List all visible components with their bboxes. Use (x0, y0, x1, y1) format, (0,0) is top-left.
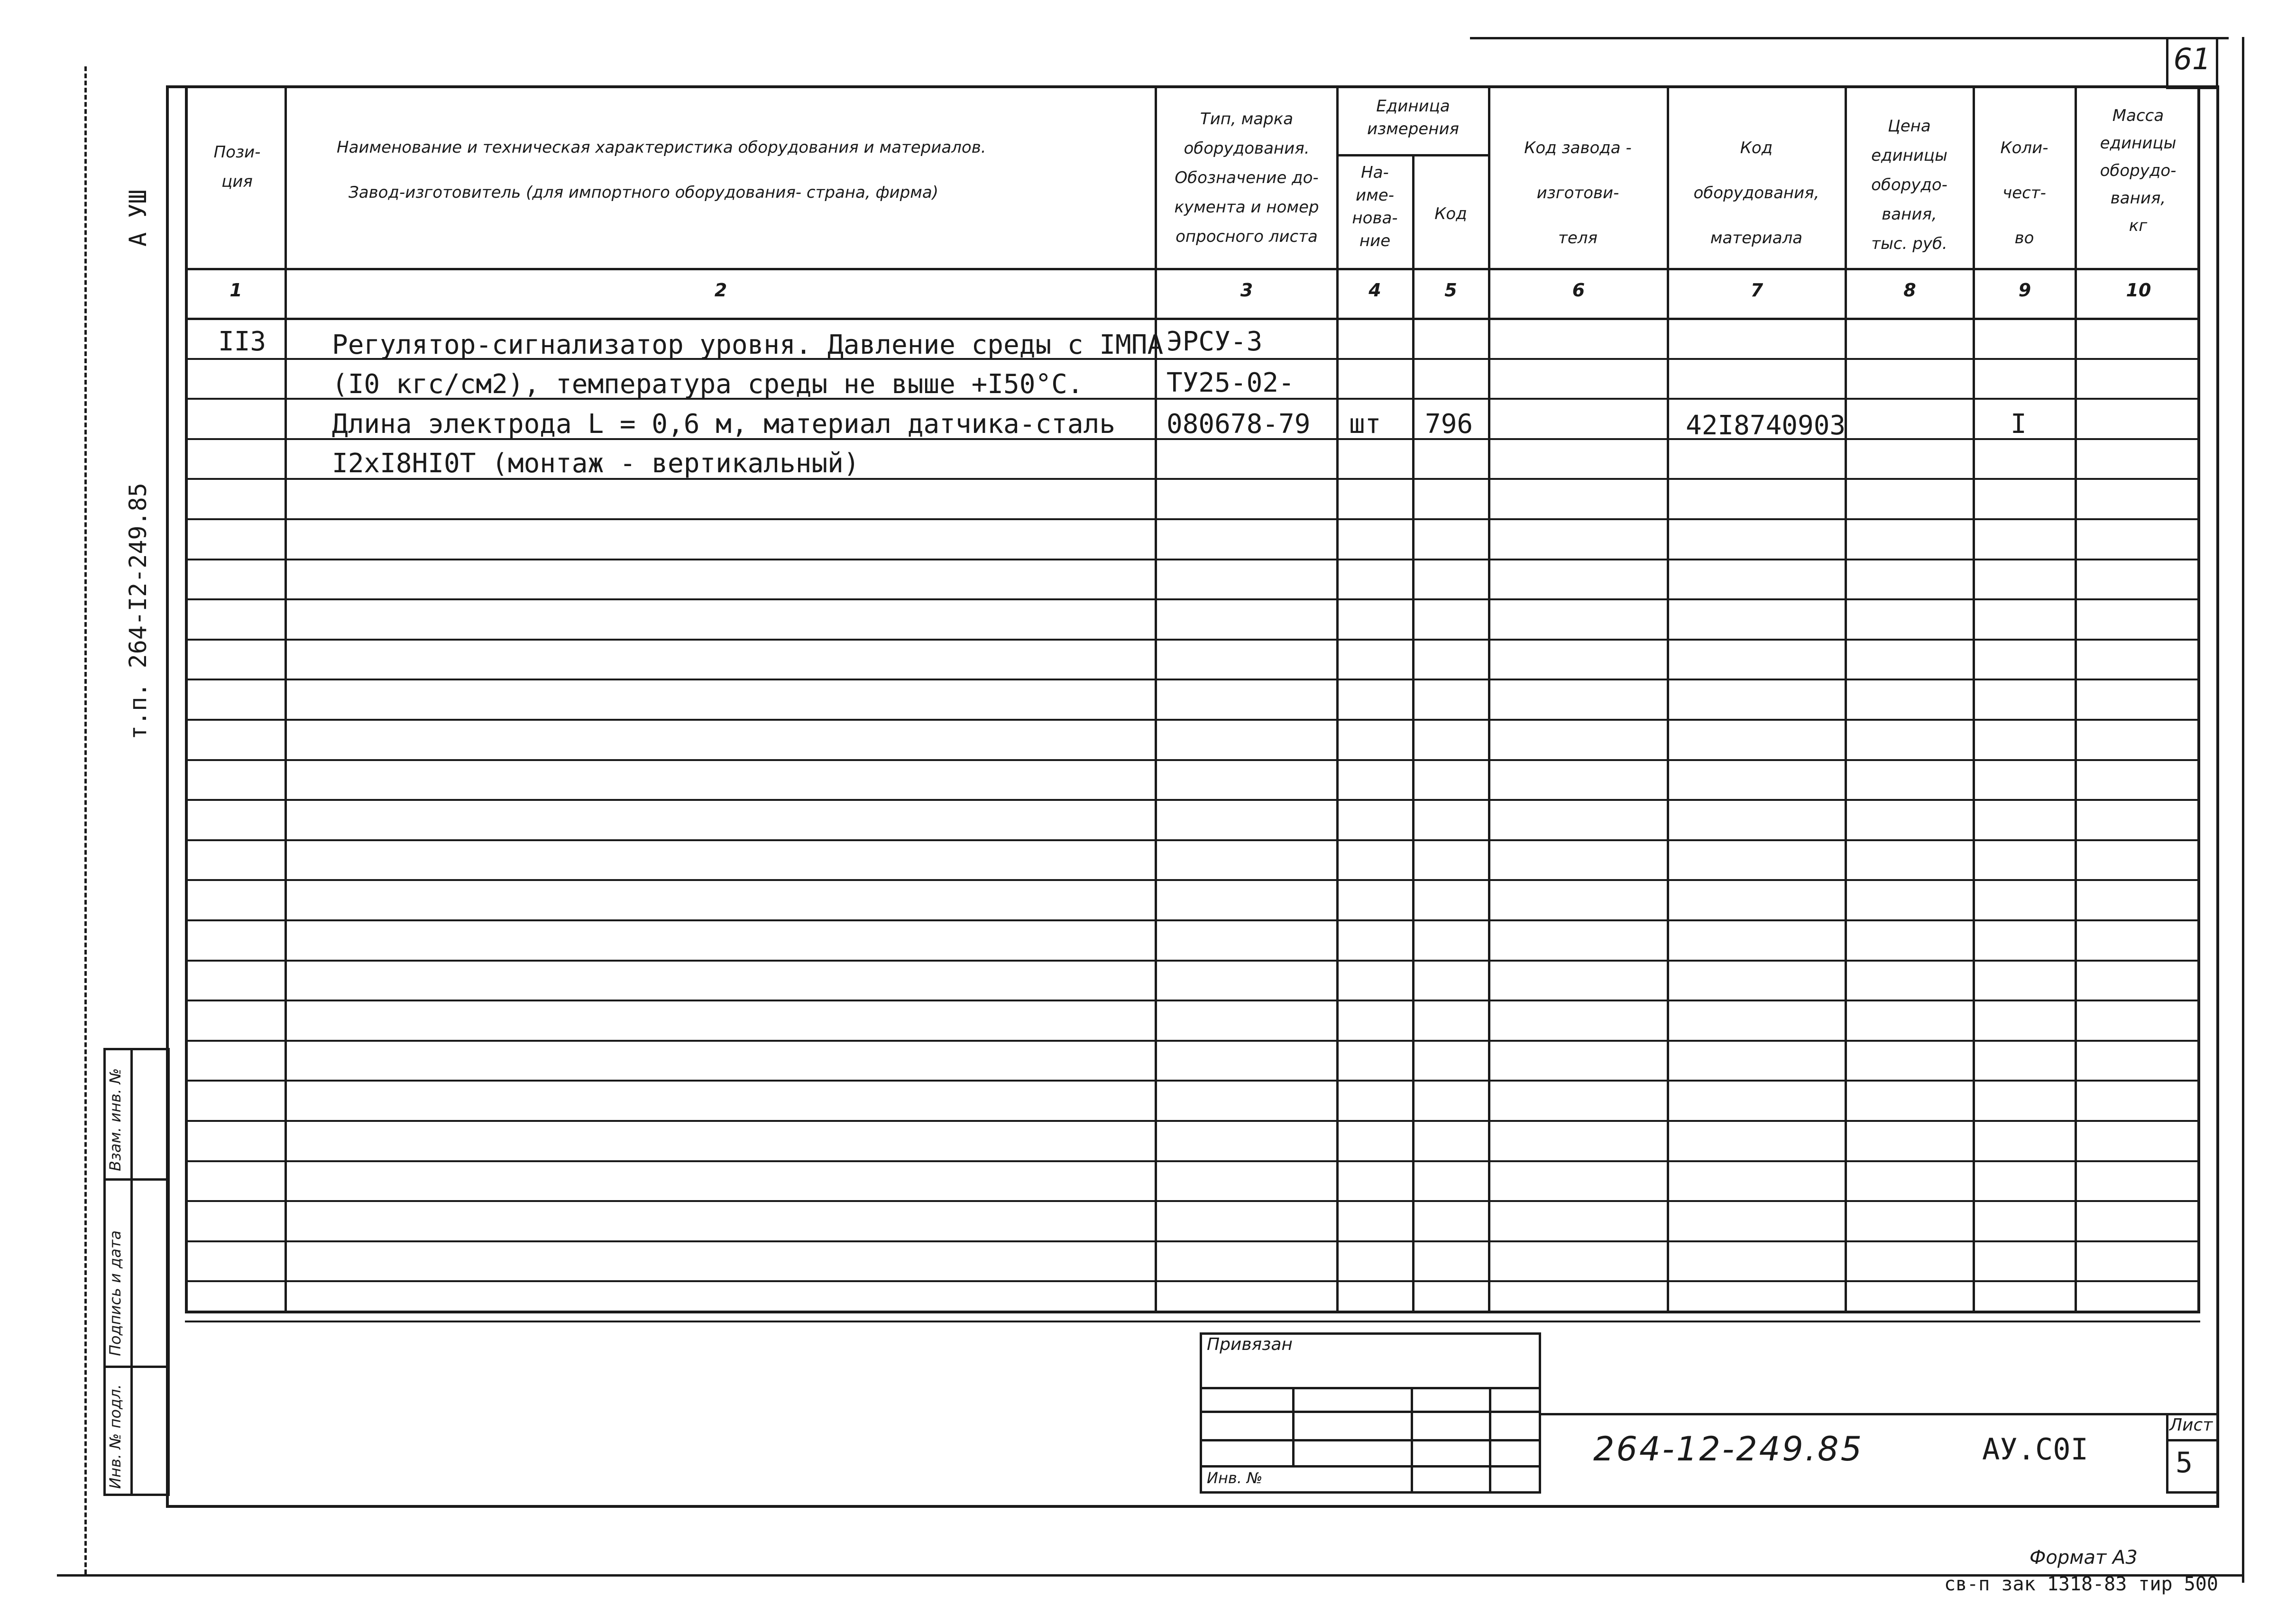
row1-type: ЭРСУ-3 (1166, 326, 1263, 357)
privyazan-vline-3 (1489, 1387, 1491, 1494)
col-line-1 (285, 85, 287, 1313)
table-row-line (185, 1080, 2200, 1082)
sheet-box-divider (2166, 1439, 2219, 1441)
header-unit-code: Код (1434, 204, 1467, 223)
column-number: 8 (1903, 280, 1916, 301)
row3-equipment-code: 42I8740903 (1686, 410, 1846, 441)
header-quantity (1974, 126, 2075, 261)
table-row-line (185, 1000, 2200, 1001)
header-type-line: кумента и номер (1174, 198, 1319, 217)
col-line-9 (2075, 85, 2077, 1313)
sheet-number: 5 (2176, 1446, 2193, 1479)
table-row-line (185, 960, 2200, 962)
table-row-line (185, 919, 2200, 921)
header-mass-line: кг (2129, 216, 2148, 235)
header-type-line: Обозначение до- (1175, 168, 1319, 187)
header-price-line: вания, (1882, 205, 1937, 224)
inv-no-label: Инв. № (1207, 1469, 1263, 1487)
row1-position: II3 (218, 326, 266, 357)
header-position: Пози-ция (213, 143, 261, 191)
row3-unit: шт (1349, 409, 1381, 440)
row2-name: (I0 кгс/см2), температура среды не выше +I50°C. (332, 369, 1084, 400)
header-quantity-line: во (2014, 229, 2034, 248)
table-row-line (185, 839, 2200, 841)
left-stamp-sep-1 (103, 1178, 170, 1181)
table-row-line (185, 518, 2200, 520)
row4-name: I2хI8НI0Т (монтаж - вертикальный) (332, 448, 860, 479)
header-equipment-code-line: Код (1740, 138, 1773, 157)
header-price-line: тыс. руб. (1871, 234, 1947, 253)
privyazan-label: Привязан (1207, 1335, 1293, 1354)
table-row-line (185, 1321, 2200, 1322)
left-stamp-sep-2 (103, 1366, 170, 1368)
document-code: АУ.С0I (1982, 1432, 2088, 1467)
header-name-line2: Завод-изготовитель (для импортного оборудования- страна, фирма) (349, 183, 938, 202)
header-price (1846, 111, 1973, 258)
row3-type: 080678-79 (1166, 409, 1311, 440)
header-mass-line: Масса (2112, 106, 2164, 125)
header-mass (2076, 102, 2200, 239)
column-number: 5 (1444, 280, 1457, 301)
header-type-line: Тип, марка (1200, 110, 1294, 128)
format-label: Формат А3 (2030, 1547, 2138, 1569)
privyazan-vline-2 (1411, 1387, 1413, 1494)
table-row-line (185, 1040, 2200, 1042)
header-unit-name-line: нова- (1352, 209, 1398, 228)
header-quantity-line: Коли- (2000, 138, 2048, 157)
header-unit-name-line: ние (1359, 231, 1391, 250)
left-cut-line (84, 66, 87, 1574)
sheet-label: Лист (2169, 1415, 2213, 1435)
column-number: 3 (1240, 280, 1253, 301)
row3-unit-code: 796 (1425, 409, 1473, 440)
row3-quantity: I (2011, 409, 2027, 440)
title-block-top-line (1541, 1413, 2219, 1415)
column-number: 7 (1750, 280, 1763, 301)
table-row-line (185, 1160, 2200, 1162)
document-number: 264-12-249.85 (1593, 1430, 1864, 1468)
col-line-4 (1412, 154, 1414, 1313)
header-mass-line: единицы (2100, 134, 2177, 153)
table-row-line (185, 799, 2200, 801)
print-info: св-п зак 1318-83 тир 500 (1944, 1573, 2218, 1595)
header-unit-name (1338, 161, 1412, 252)
header-plant-code-line: Код завода - (1524, 138, 1632, 157)
header-price-line: единицы (1871, 146, 1947, 165)
podpis-data-label: Подпись и дата (106, 1230, 124, 1356)
col-line-8 (1973, 85, 1975, 1313)
header-equipment-code-line: оборудования, (1693, 184, 1819, 202)
table-row-line (185, 598, 2200, 600)
table-row-line (185, 559, 2200, 560)
column-number: 9 (2018, 280, 2031, 301)
header-mass-line: оборудо- (2100, 161, 2177, 180)
table-row-line (185, 879, 2200, 881)
album-label: А УШ (124, 189, 152, 247)
table-row-line (185, 1280, 2200, 1282)
table-row-line (185, 1120, 2200, 1122)
column-number: 1 (230, 280, 242, 301)
bottom-cut-line (57, 1574, 2243, 1577)
table-row-line (185, 639, 2200, 641)
header-bottom-line (185, 268, 2200, 270)
header-equipment-code (1668, 126, 1845, 261)
corner-page-number: 61 (2173, 42, 2211, 76)
header-mass-line: вания, (2110, 189, 2166, 208)
col-line-3 (1336, 85, 1339, 1313)
header-price-line: Цена (1888, 117, 1931, 136)
header-type (1157, 104, 1336, 251)
header-equipment-code-line: материала (1710, 229, 1803, 248)
table-row-line (185, 719, 2200, 721)
header-plant-code-line: теля (1558, 229, 1598, 248)
top-border-extension (1470, 37, 2229, 39)
column-number: 4 (1368, 280, 1381, 301)
colnum-bottom-line (185, 318, 2200, 320)
privyazan-vline-1 (1292, 1387, 1295, 1465)
left-stamp-divider (130, 1048, 133, 1496)
table-row-line (185, 679, 2200, 680)
col-line-7 (1845, 85, 1847, 1313)
row3-name: Длина электрода L = 0,6 м, материал датчика-сталь (332, 409, 1116, 440)
column-number: 2 (714, 280, 727, 301)
col-line-2 (1155, 85, 1157, 1313)
header-name-line1: Наименование и техническая характеристика оборудования и материалов. (337, 138, 986, 157)
header-plant-code-line: изготови- (1536, 184, 1619, 202)
column-number: 6 (1572, 280, 1585, 301)
col-line-5 (1488, 85, 1490, 1313)
row2-type: ТУ25-02- (1166, 367, 1295, 398)
header-quantity-line: чест- (2002, 184, 2046, 202)
right-border-extension (2242, 37, 2244, 1583)
header-unit-name-line: име- (1356, 186, 1394, 205)
header-unit-group: Единица измерения (1367, 97, 1460, 138)
table-row-line (185, 1240, 2200, 1242)
table-row-line (185, 759, 2200, 761)
row1-name: Регулятор-сигнализатор уровня. Давление среды с IМПА (332, 330, 1164, 360)
table-row-line (185, 1200, 2200, 1202)
header-unit-name-line: На- (1361, 163, 1389, 182)
inv-podl-label: Инв. № подл. (106, 1384, 124, 1489)
header-price-line: оборудо- (1871, 175, 1947, 194)
col-line-6 (1667, 85, 1669, 1313)
column-number: 10 (2126, 280, 2151, 301)
header-type-line: опросного листа (1176, 227, 1318, 246)
project-number-label: т.п. 264-I2-249.85 (124, 483, 152, 740)
header-plant-code (1489, 126, 1667, 261)
inv-vzam-label: Взам. инв. № (106, 1068, 124, 1171)
header-type-line: оборудования. (1184, 139, 1310, 158)
